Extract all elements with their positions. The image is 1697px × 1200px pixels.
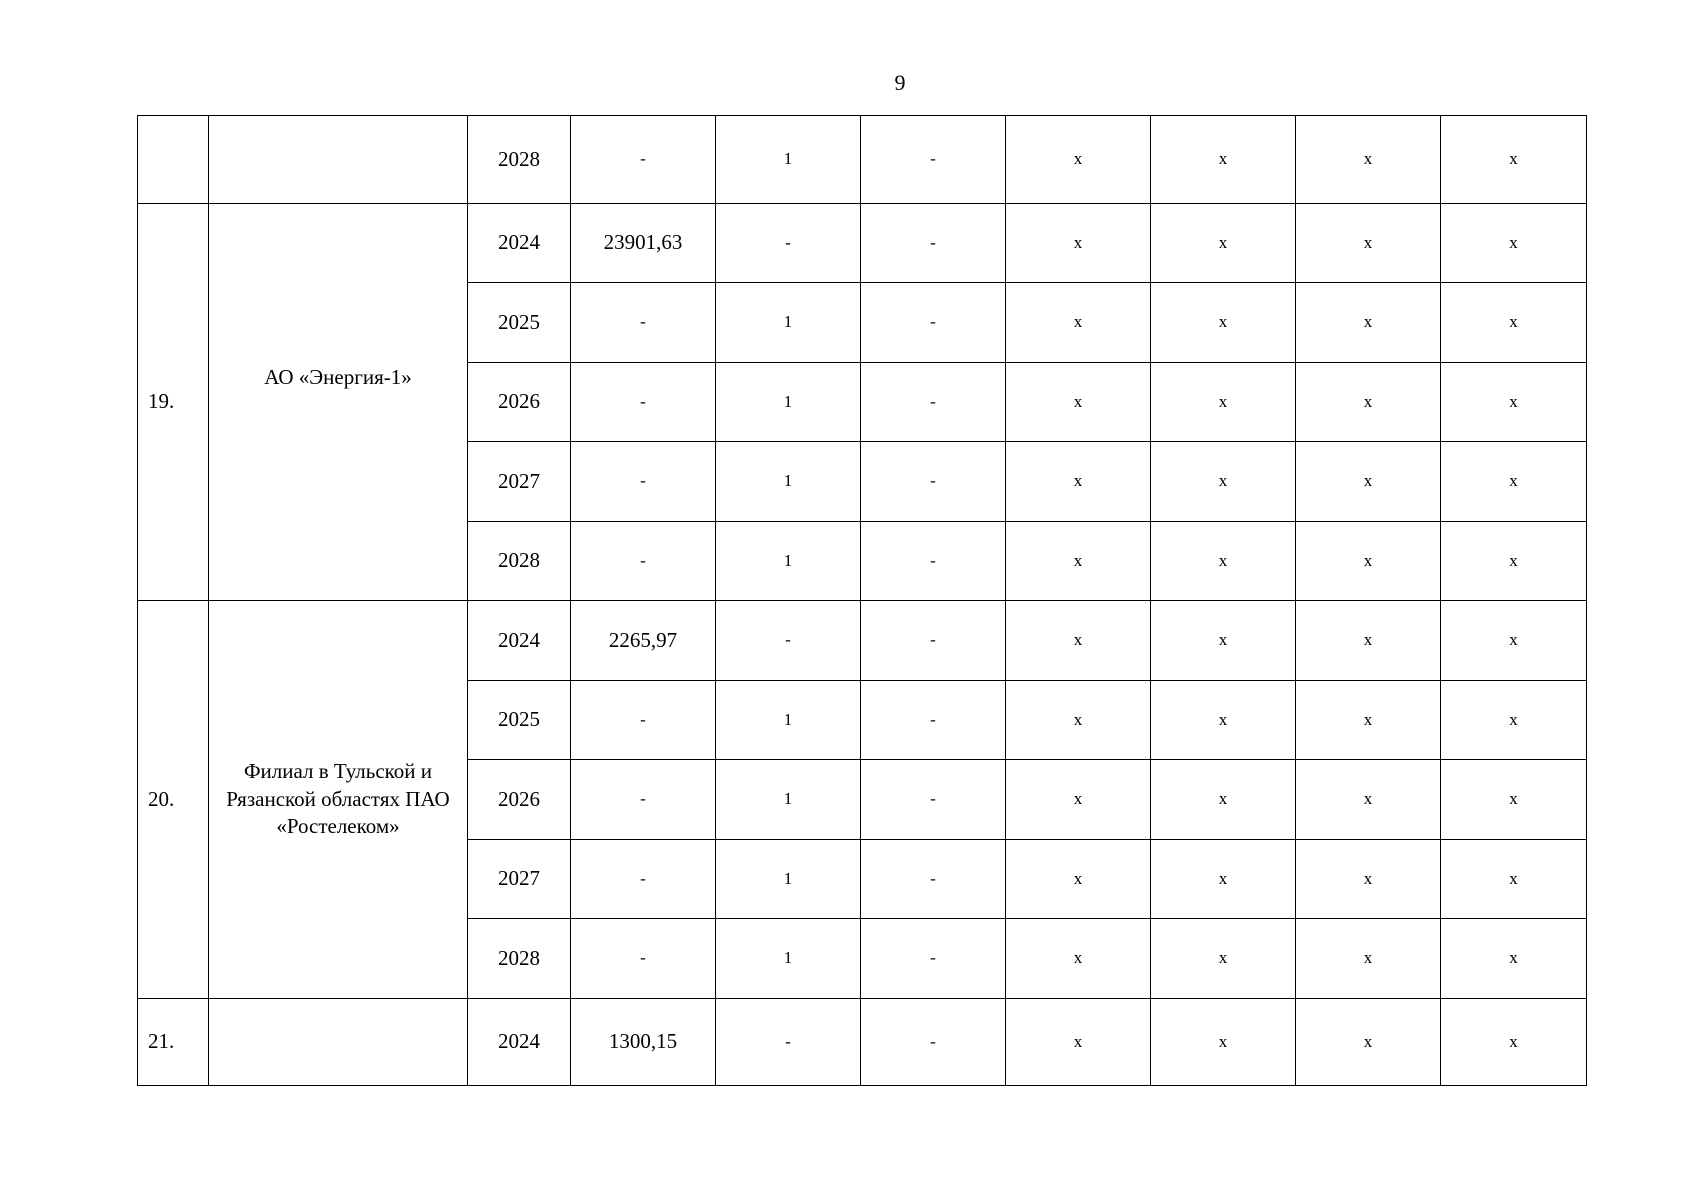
year-cell: 2024 [468, 203, 571, 283]
value-cell: 2265,97 [571, 601, 716, 681]
value-cell: - [571, 521, 716, 601]
value-cell: 1 [716, 839, 861, 919]
value-cell: - [861, 116, 1006, 204]
value-cell: x [1006, 283, 1151, 363]
value-cell: x [1151, 601, 1296, 681]
year-cell: 2027 [468, 839, 571, 919]
value-cell: - [571, 442, 716, 522]
value-cell: x [1006, 116, 1151, 204]
value-cell: x [1006, 601, 1151, 681]
value-cell: x [1441, 283, 1587, 363]
value-cell: x [1006, 839, 1151, 919]
table-row [138, 203, 1587, 283]
year-cell: 2028 [468, 116, 571, 204]
value-cell: x [1296, 362, 1441, 442]
value-cell: - [861, 998, 1006, 1086]
value-cell: x [1296, 203, 1441, 283]
value-cell: 1 [716, 760, 861, 840]
value-cell: - [571, 680, 716, 760]
value-cell: x [1151, 998, 1296, 1086]
value-cell: - [861, 203, 1006, 283]
value-cell: x [1006, 521, 1151, 601]
value-cell: 1300,15 [571, 998, 716, 1086]
value-cell: - [571, 919, 716, 999]
value-cell: - [861, 919, 1006, 999]
value-cell: x [1441, 521, 1587, 601]
table-row [138, 116, 1587, 204]
value-cell: 1 [716, 283, 861, 363]
year-cell: 2025 [468, 283, 571, 363]
value-cell: - [861, 601, 1006, 681]
value-cell: x [1151, 839, 1296, 919]
value-cell: x [1151, 919, 1296, 999]
value-cell: x [1151, 362, 1296, 442]
value-cell: - [861, 680, 1006, 760]
value-cell: - [861, 283, 1006, 363]
value-cell: x [1296, 442, 1441, 522]
value-cell: 1 [716, 116, 861, 204]
value-cell: - [716, 601, 861, 681]
row-number-cell: 20. [138, 601, 209, 999]
value-cell: x [1441, 601, 1587, 681]
value-cell: - [716, 203, 861, 283]
year-cell: 2027 [468, 442, 571, 522]
value-cell: x [1441, 919, 1587, 999]
value-cell: - [571, 116, 716, 204]
organization-cell: АО «Энергия-1» [209, 203, 468, 601]
value-cell: 1 [716, 680, 861, 760]
value-cell: - [571, 362, 716, 442]
value-cell: x [1296, 760, 1441, 840]
value-cell: x [1441, 680, 1587, 760]
value-cell: x [1296, 521, 1441, 601]
value-cell: x [1151, 521, 1296, 601]
value-cell: - [861, 839, 1006, 919]
value-cell: 1 [716, 919, 861, 999]
value-cell: - [861, 521, 1006, 601]
value-cell: x [1441, 839, 1587, 919]
value-cell: x [1441, 203, 1587, 283]
value-cell: - [571, 839, 716, 919]
value-cell: - [861, 760, 1006, 840]
value-cell: - [861, 362, 1006, 442]
organization-cell [209, 998, 468, 1086]
value-cell: x [1151, 283, 1296, 363]
row-number-cell: 19. [138, 203, 209, 601]
table-row [138, 998, 1587, 1086]
value-cell: x [1441, 116, 1587, 204]
value-cell: x [1006, 919, 1151, 999]
value-cell: x [1296, 601, 1441, 681]
year-cell: 2024 [468, 998, 571, 1086]
value-cell: x [1006, 760, 1151, 840]
value-cell: 23901,63 [571, 203, 716, 283]
year-cell: 2026 [468, 362, 571, 442]
table-row [138, 601, 1587, 681]
value-cell: 1 [716, 521, 861, 601]
value-cell: x [1296, 680, 1441, 760]
page-number: 9 [894, 70, 906, 95]
value-cell: - [571, 283, 716, 363]
value-cell: x [1151, 760, 1296, 840]
year-cell: 2024 [468, 601, 571, 681]
row-number-cell [138, 116, 209, 204]
value-cell: x [1441, 442, 1587, 522]
organization-cell: Филиал в Тульской и Рязанской областях ПАО «Ростелеком» [209, 601, 468, 999]
row-number-cell: 21. [138, 998, 209, 1086]
value-cell: x [1151, 116, 1296, 204]
value-cell: x [1151, 203, 1296, 283]
year-cell: 2028 [468, 919, 571, 999]
value-cell: x [1296, 919, 1441, 999]
value-cell: x [1296, 116, 1441, 204]
value-cell: x [1296, 998, 1441, 1086]
value-cell: x [1006, 680, 1151, 760]
value-cell: x [1006, 998, 1151, 1086]
organization-cell [209, 116, 468, 204]
year-cell: 2025 [468, 680, 571, 760]
value-cell: x [1151, 442, 1296, 522]
data-table [137, 115, 1587, 1086]
year-cell: 2028 [468, 521, 571, 601]
value-cell: x [1296, 283, 1441, 363]
value-cell: x [1151, 680, 1296, 760]
value-cell: x [1296, 839, 1441, 919]
value-cell: x [1441, 998, 1587, 1086]
value-cell: x [1006, 203, 1151, 283]
value-cell: x [1006, 362, 1151, 442]
value-cell: 1 [716, 442, 861, 522]
value-cell: x [1441, 760, 1587, 840]
value-cell: - [716, 998, 861, 1086]
value-cell: 1 [716, 362, 861, 442]
year-cell: 2026 [468, 760, 571, 840]
value-cell: x [1441, 362, 1587, 442]
value-cell: x [1006, 442, 1151, 522]
value-cell: - [571, 760, 716, 840]
value-cell: - [861, 442, 1006, 522]
